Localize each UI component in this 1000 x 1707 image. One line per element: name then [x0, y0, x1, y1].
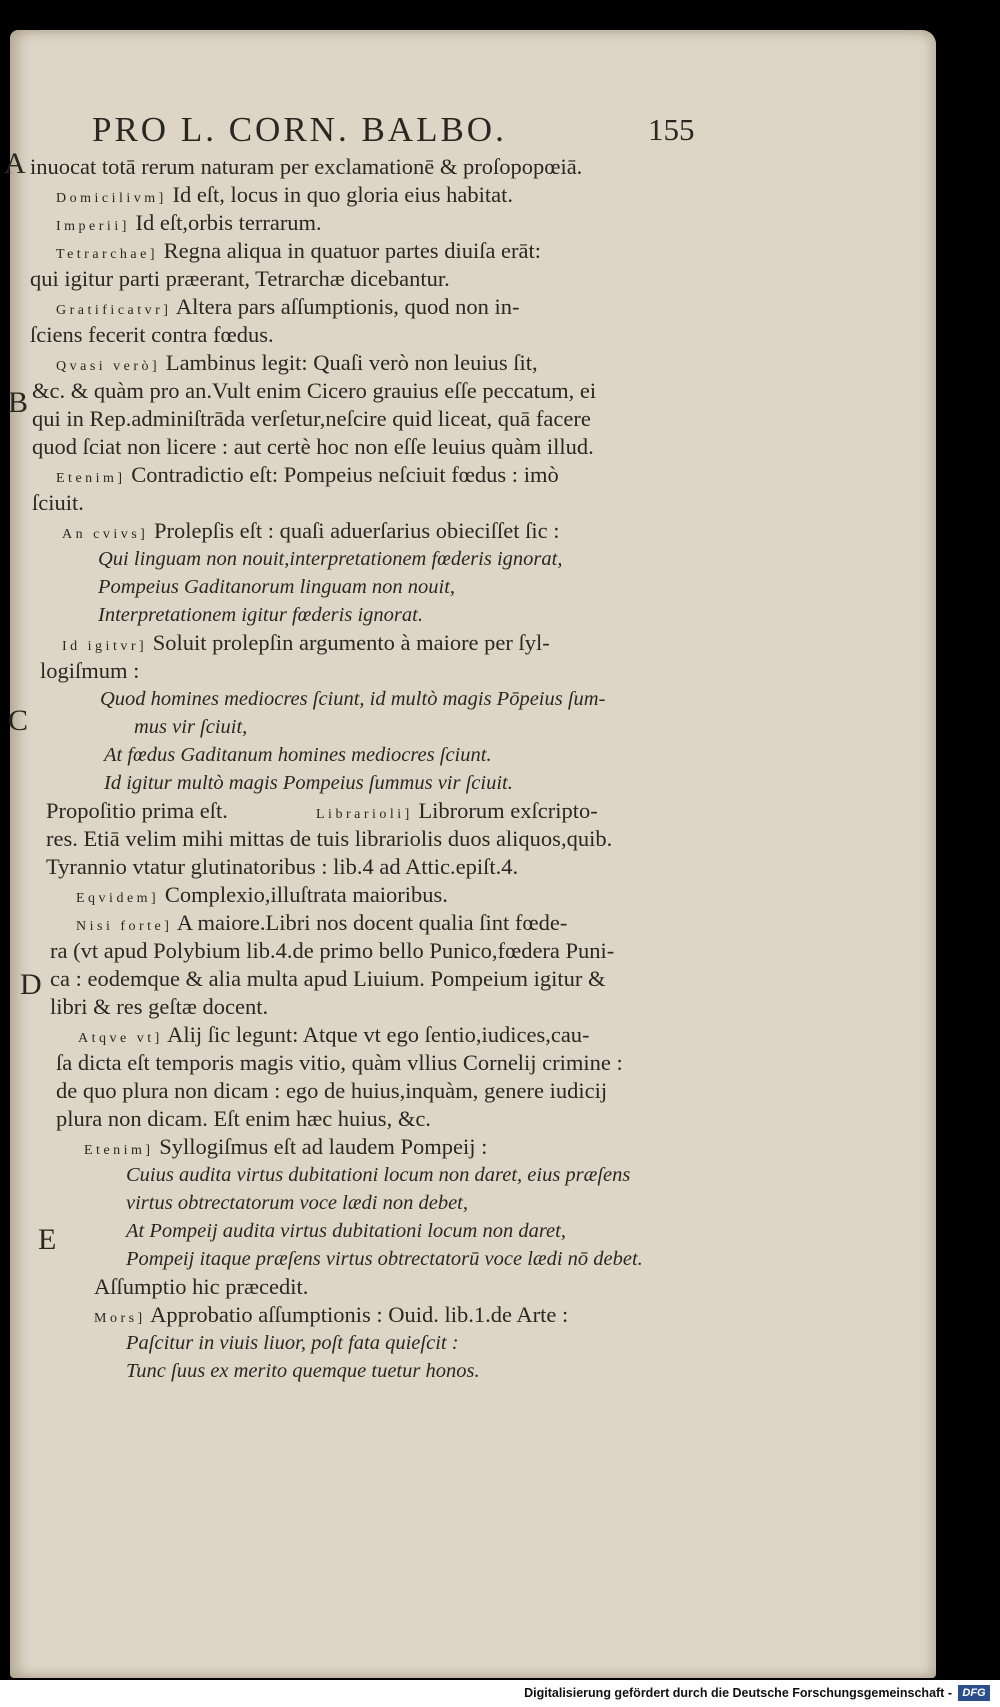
text-line: Tunc ſuus ex merito quemque tuetur honos.	[126, 1360, 480, 1382]
text-line: Pompeij itaque præſens virtus obtrectatorū voce lædi nō debet.	[126, 1248, 643, 1270]
text-line: Imperii] Id eſt,orbis terrarum.	[56, 210, 322, 235]
funding-credit: Digitalisierung gefördert durch die Deutsche Forschungsgemeinschaft -	[524, 1686, 952, 1700]
text-line: Pompeius Gaditanorum linguam non nouit,	[98, 576, 456, 598]
margin-letter-e: E	[38, 1223, 57, 1256]
text-line: Id igitvr] Soluit prolepſin argumento à maiore per ſyl-	[62, 630, 550, 655]
text-line: Quod homines mediocres ſciunt, id multò magis Pōpeius ſum-	[100, 688, 606, 710]
lemma: Eqvidem]	[76, 891, 160, 906]
dfg-logo: DFG	[958, 1685, 990, 1701]
text-line: Eqvidem] Complexio,illuſtrata maioribus.	[76, 882, 448, 907]
text-line: Gratificatvr] Altera pars aſſumptionis, quod non in-	[56, 294, 520, 319]
text-line: inuocat totā rerum naturam per exclamationē & proſopopœiā.	[30, 154, 583, 179]
text-line: mus vir ſciuit,	[134, 716, 248, 738]
text-line: ſciens fecerit contra fœdus.	[30, 322, 274, 347]
text-line: qui igitur parti præerant, Tetrarchæ dicebantur.	[30, 266, 450, 291]
text-line: Tyrannio vtatur glutinatoribus : lib.4 ad Attic.epiſt.4.	[46, 854, 519, 879]
text-line: At Pompeij audita virtus dubitationi locum non daret,	[126, 1220, 566, 1242]
text-line: &c. & quàm pro an.Vult enim Cicero grauius eſſe peccatum, ei	[32, 378, 597, 403]
text-line: Etenim] Syllogiſmus eſt ad laudem Pompeij :	[84, 1134, 488, 1159]
lemma: An cvivs]	[62, 527, 149, 542]
text-line: Cuius audita virtus dubitationi locum non daret, eius præſens	[126, 1164, 631, 1186]
lemma: Nisi forte]	[76, 919, 173, 934]
text-line: Nisi forte] A maiore.Libri nos docent qualia ſint fœde-	[76, 910, 568, 935]
lemma: Qvasi verò]	[56, 359, 161, 374]
lemma: Domicilivm]	[56, 191, 167, 206]
lemma: Atqve vt]	[78, 1031, 163, 1046]
text-line: qui in Rep.adminiſtrāda verſetur,neſcire quid liceat, quā facere	[32, 406, 591, 431]
text-line: ſciuit.	[32, 490, 84, 515]
lemma: Mors]	[94, 1311, 146, 1326]
text-line: Id igitur multò magis Pompeius ſummus vir ſciuit.	[104, 772, 513, 794]
text-line: Qvasi verò] Lambinus legit: Quaſi verò non leuius ſit,	[56, 350, 538, 375]
text-line: Interpretationem igitur fœderis ignorat.	[98, 604, 423, 626]
text-line: de quo plura non dicam : ego de huius,inquàm, genere iudicij	[56, 1078, 608, 1103]
text-line: logiſmum :	[40, 658, 140, 683]
text-line: libri & res geſtæ docent.	[50, 994, 269, 1019]
lemma: Id igitvr]	[62, 639, 148, 654]
running-head: PRO L. CORN. BALBO.	[92, 110, 507, 149]
text-line: Atqve vt] Alij ſic legunt: Atque vt ego ſentio,iudices,cau-	[78, 1022, 590, 1047]
lemma: Librarioli]	[316, 807, 413, 822]
margin-letter-c: C	[8, 704, 29, 737]
text-line: An cvivs] Prolepſis eſt : quaſi aduerſarius obieciſſet ſic :	[62, 518, 560, 543]
text-line: At fœdus Gaditanum homines mediocres ſciunt.	[104, 744, 492, 766]
text-line: Paſcitur in viuis liuor, poſt fata quieſcit :	[126, 1332, 459, 1354]
margin-letter-b: B	[8, 386, 29, 419]
text-line: quod ſciat non licere : aut certè hoc non eſſe leuius quàm illud.	[32, 434, 594, 459]
text-line: res. Etiā velim mihi mittas de tuis librariolis duos aliquos,quib.	[46, 826, 613, 851]
margin-letter-a: A	[4, 147, 26, 180]
text-line: Etenim] Contradictio eſt: Pompeius neſciuit fœdus : imò	[56, 462, 559, 487]
text-line: Aſſumptio hic præcedit.	[94, 1274, 309, 1299]
text-line: virtus obtrectatorum voce lædi non debet,	[126, 1192, 468, 1214]
text-line: Tetrarchae] Regna aliqua in quatuor partes diuiſa erāt:	[56, 238, 542, 263]
lemma: Etenim]	[56, 471, 126, 486]
digitization-footer	[0, 1680, 1000, 1707]
text-line: ca : eodemque & alia multa apud Liuium. Pompeium igitur &	[50, 966, 606, 991]
text-line: Librarioli] Librorum exſcripto-	[316, 798, 598, 823]
lemma: Gratificatvr]	[56, 303, 172, 318]
text-line: Qui linguam non nouit,interpretationem fœderis ignorat,	[98, 548, 563, 570]
text-line: Domicilivm] Id eſt, locus in quo gloria eius habitat.	[56, 182, 514, 207]
text-line: Mors] Approbatio aſſumptionis : Ouid. lib.1.de Arte :	[94, 1302, 569, 1327]
lemma: Tetrarchae]	[56, 247, 159, 262]
margin-letter-d: D	[20, 968, 42, 1001]
text-line: ſa dicta eſt temporis magis vitio, quàm vllius Cornelij crimine :	[56, 1050, 623, 1075]
lemma: Imperii]	[56, 219, 130, 234]
text-line: ra (vt apud Polybium lib.4.de primo bello Punico,fœdera Puni-	[50, 938, 615, 963]
page-header	[80, 110, 710, 160]
page-number: 155	[648, 112, 695, 147]
text-line: Propoſitio prima eſt.	[46, 798, 228, 823]
text-line: plura non dicam. Eſt enim hæc huius, &c.	[56, 1106, 431, 1131]
lemma: Etenim]	[84, 1143, 154, 1158]
